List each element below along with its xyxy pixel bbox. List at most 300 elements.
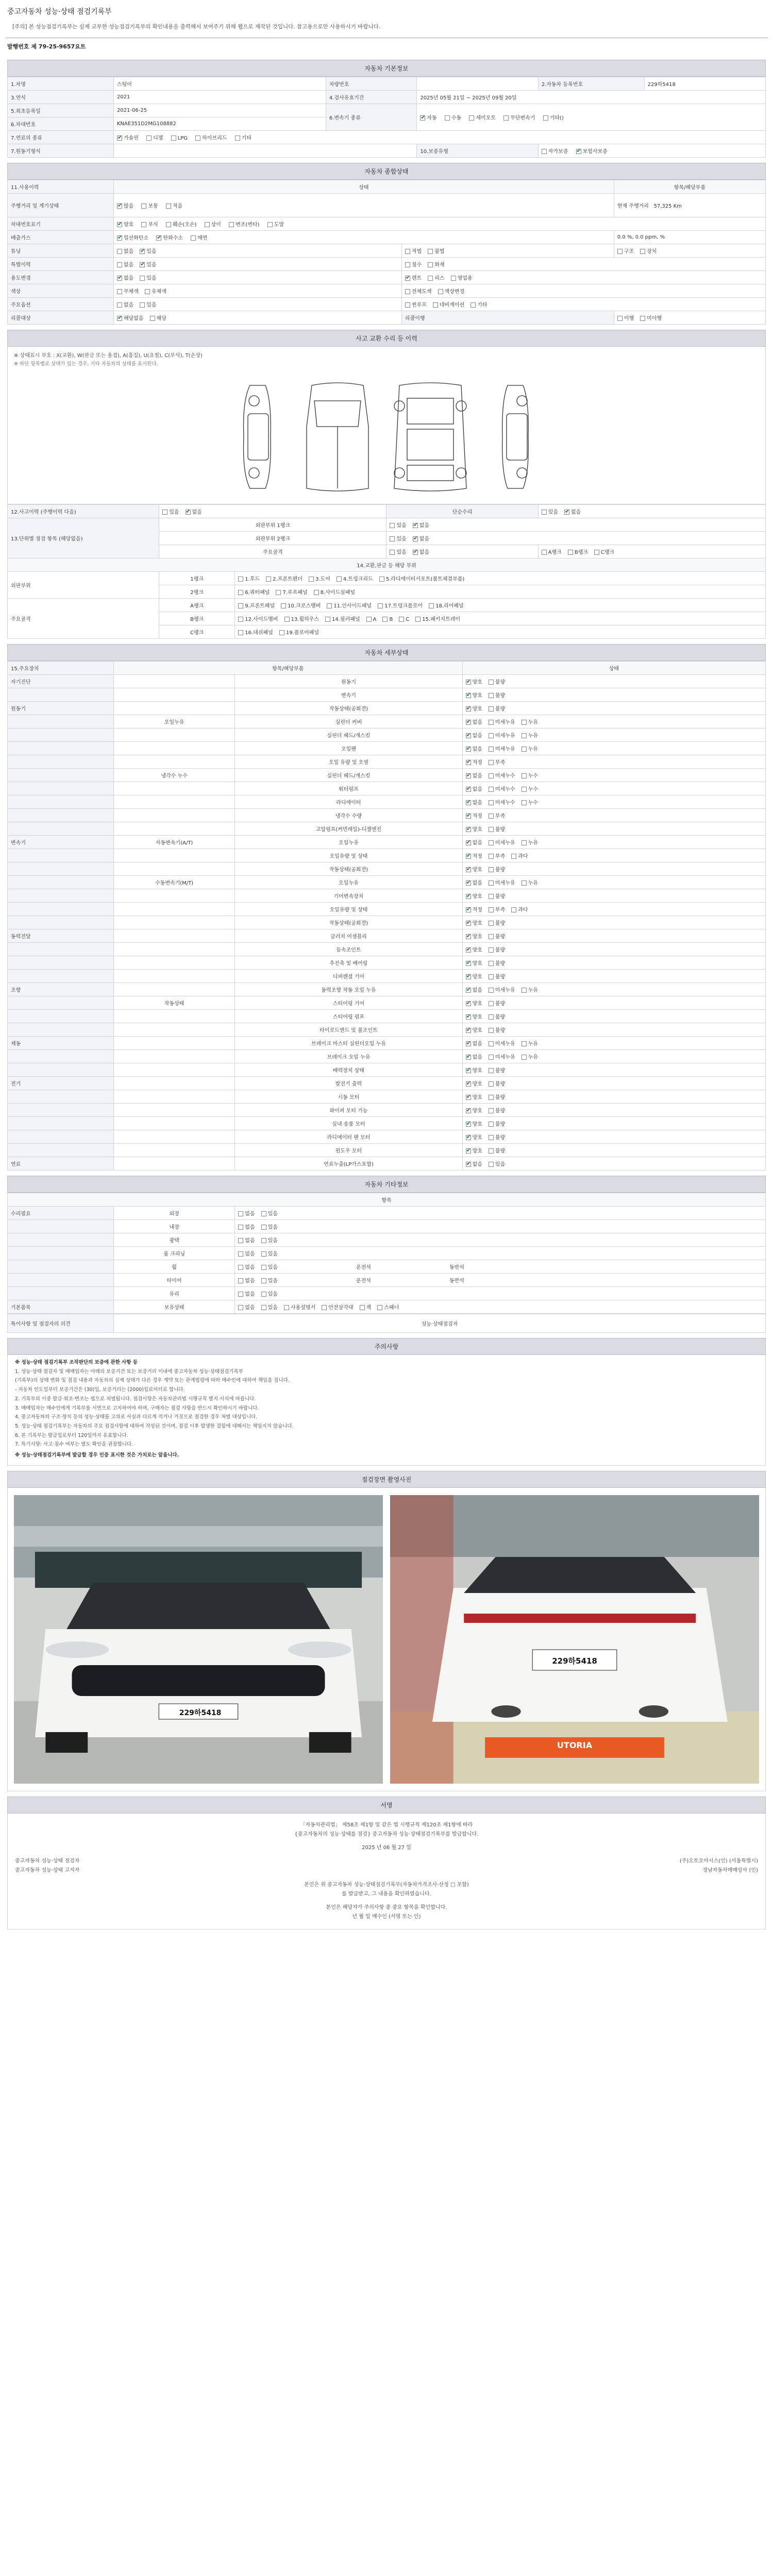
detail-option[interactable]: 불량	[489, 1106, 505, 1114]
opt-option-none[interactable]: 없음	[117, 300, 133, 308]
opt-vin-diff[interactable]: 상이	[205, 220, 221, 228]
other-row	[8, 1247, 766, 1260]
detail-option[interactable]: 미세누유	[489, 878, 515, 886]
detail-item: 오일유량 및 상태	[235, 903, 462, 916]
other-head: 항목	[8, 1193, 766, 1207]
detail-option[interactable]: 누유	[522, 1039, 538, 1047]
detail-row	[8, 929, 766, 943]
opt-smoke[interactable]: 매연	[191, 233, 207, 241]
detail-sub: 작동상태	[113, 996, 234, 1010]
rear-photo	[390, 1495, 759, 1784]
other-option[interactable]: 있음	[261, 1223, 278, 1230]
detail-option[interactable]: 미세누유	[489, 838, 515, 846]
opt-acc-yes[interactable]: 있음	[162, 507, 179, 515]
detail-option[interactable]: ✔ 없음	[466, 1053, 482, 1060]
detail-group: 동력전달	[8, 929, 114, 943]
other-option[interactable]: 없음	[238, 1249, 255, 1257]
acc-history-opts	[159, 505, 386, 518]
detail-options	[462, 728, 765, 742]
detail-head-2: 상태	[462, 662, 765, 675]
opt-fuel-other[interactable]: 기타	[235, 133, 251, 141]
gen-usage-opts	[113, 271, 401, 284]
other-option[interactable]: 있음	[261, 1209, 278, 1217]
other-option[interactable]: 없음	[238, 1303, 255, 1311]
detail-options	[462, 795, 765, 809]
detail-options	[462, 862, 765, 876]
detail-options	[462, 943, 765, 956]
detail-row	[8, 1050, 766, 1063]
opt-fire[interactable]: 화재	[428, 260, 444, 268]
detail-option[interactable]: 미세누유	[489, 986, 515, 993]
opt-navi[interactable]: 네비게이션	[433, 300, 464, 308]
opt-many[interactable]: ✔ 많음	[117, 201, 133, 209]
transmission-options	[417, 104, 766, 131]
opt-insurer-warranty[interactable]: ✔ 보험사보증	[576, 147, 608, 155]
detail-group	[8, 1144, 114, 1157]
detail-option[interactable]: ✔ 양호	[466, 704, 482, 712]
caution-line: (기록부)의 상태 변화 및 점검 내용과 자동차의 실제 상태가 다른 경우 계약 또는 관계법령에 따라 매수인에 대하여 책임을 집니다.	[15, 1378, 290, 1384]
opt-r1-no[interactable]: ✔ 없음	[413, 521, 429, 529]
opt-few[interactable]: 적음	[166, 201, 182, 209]
detail-group	[8, 795, 114, 809]
detail-item: 실린더 헤드/개스킷	[235, 769, 462, 782]
detail-option[interactable]: ✔ 양호	[466, 1133, 482, 1141]
gen-emission-label: 배출가스	[8, 231, 114, 244]
detail-option[interactable]: ✔ 적정	[466, 811, 482, 819]
opt-normal[interactable]: 보통	[141, 201, 158, 209]
detail-item: 브레이크 오일 누유	[235, 1050, 462, 1063]
detail-option[interactable]: ✔ 양호	[466, 691, 482, 699]
detail-row	[8, 1104, 766, 1117]
detail-option[interactable]: 불량	[489, 704, 505, 712]
detail-option[interactable]: ✔ 없음	[466, 731, 482, 739]
detail-row	[8, 1010, 766, 1023]
detail-item: 냉각수 수량	[235, 809, 462, 822]
other-group	[8, 1220, 114, 1233]
other-group	[8, 1287, 114, 1300]
other-option[interactable]: 있음	[261, 1276, 278, 1284]
detail-option[interactable]: 부족	[489, 905, 505, 913]
gen-recall-opts3	[614, 311, 765, 325]
detail-option[interactable]: ✔ 양호	[466, 1120, 482, 1127]
detail-option[interactable]: ✔ 양호	[466, 999, 482, 1007]
detail-group: 변속기	[8, 836, 114, 849]
detail-option[interactable]: 미세누유	[489, 744, 515, 752]
detail-option[interactable]: ✔ 양호	[466, 1106, 482, 1114]
label-year: 3.연식	[8, 91, 114, 104]
acc-part-items4: 16.대쉬패널 19.플로어패널	[235, 625, 766, 639]
opt-hybrid[interactable]: 하이브리드	[195, 133, 227, 141]
detail-item: 고압펌프(커먼레일)-디젤엔진	[235, 822, 462, 836]
opt-color-change[interactable]: 색상변경	[438, 287, 465, 295]
opt-legal[interactable]: 적법	[405, 247, 422, 255]
detail-option[interactable]: ✔ 양호	[466, 1066, 482, 1074]
other-option[interactable]: 있음	[261, 1236, 278, 1244]
detail-option[interactable]: 불량	[489, 1133, 505, 1141]
detail-option[interactable]: 누유	[522, 1053, 538, 1060]
detail-option[interactable]: 불량	[489, 677, 505, 685]
detail-option[interactable]: ✔ 없음	[466, 798, 482, 806]
detail-option[interactable]: 불량	[489, 1079, 505, 1087]
detail-sub: 오일누유	[113, 715, 234, 728]
opt-achromatic[interactable]: 무채색	[117, 287, 139, 295]
opt-illegal[interactable]: 불법	[428, 247, 444, 255]
notice-text: [주의] 본 성능점검기록부는 실제 교부한 성능점검기록부의 확인내용을 출력해서 보여주기 위해 웹으로 제작된 것입니다. 참고용으로만 사용하시기 바랍니다.	[5, 20, 768, 38]
detail-item: 작동상태(공회전)	[235, 916, 462, 929]
detail-option[interactable]: ✔ 양호	[466, 825, 482, 833]
opt-repair-yes[interactable]: 있음	[542, 507, 558, 515]
opt-option-other[interactable]: 기타	[470, 300, 487, 308]
detail-row	[8, 916, 766, 929]
caution-line: 3. 매매업자는 매수인에게 기록부를 서면으로 고지하여야 하며, 구매자는 점검 사항을 반드시 확인하시기 바랍니다.	[15, 1405, 259, 1411]
detail-options	[462, 929, 765, 943]
detail-option[interactable]: 불량	[489, 959, 505, 967]
detail-option[interactable]: 불량	[489, 865, 505, 873]
opt-repair-no[interactable]: ✔ 없음	[564, 507, 581, 515]
sign-line-1: 「자동차관리법」 제58조 제1항 및 같은 법 시행규칙 제120조 제1항에 따라	[300, 1822, 473, 1828]
detail-options	[462, 715, 765, 728]
detail-sub	[113, 1090, 234, 1104]
detail-option[interactable]: ✔ 없음	[466, 878, 482, 886]
acc-part-title: 14.교환,판금 등 해당 부위	[8, 558, 766, 572]
other-option[interactable]: 없음	[238, 1209, 255, 1217]
opt-r2-no[interactable]: ✔ 없음	[413, 534, 429, 542]
opt-recall-yes[interactable]: 해당	[150, 314, 166, 321]
opt-tuning-yes[interactable]: ✔ 있음	[140, 247, 156, 255]
opt-manual[interactable]: 수동	[445, 113, 461, 121]
detail-option[interactable]: 불량	[489, 892, 505, 900]
basic-info-table	[7, 77, 766, 158]
opt-recall-na[interactable]: ✔ 해당없음	[117, 314, 144, 321]
detail-option[interactable]: 있음	[489, 1160, 505, 1167]
opt-cvt[interactable]: 무단변속기	[503, 113, 535, 121]
opt-a-rank[interactable]: A랭크	[542, 548, 562, 555]
opt-recall-notdone[interactable]: 미이행	[640, 314, 662, 321]
detail-group	[8, 782, 114, 795]
opt-rent[interactable]: ✔ 렌트	[405, 274, 422, 281]
caution-line: 6. 본 기록부는 발급일로부터 120일까지 유효합니다.	[15, 1432, 128, 1438]
other-option[interactable]: 안전삼각대	[322, 1303, 353, 1311]
detail-option[interactable]: 미세누수	[489, 785, 515, 792]
accident-legend-2: ※ 하단 항목별로 상태가 있는 경우, 기타 자동차의 상태를 표시한다.	[14, 361, 158, 367]
detail-option[interactable]: ✔ 없음	[466, 785, 482, 792]
detail-group	[8, 849, 114, 862]
detail-option[interactable]: ✔ 양호	[466, 1079, 482, 1087]
sign-line-6: 년 월 일 매수인 (서명 또는 인)	[352, 1913, 421, 1920]
other-table	[7, 1193, 766, 1314]
detail-group	[8, 769, 114, 782]
acc-part-items1: 6.쿼터패널 7.루프패널 8.사이드실패널	[235, 585, 766, 599]
acc-part-r1: 2랭크	[159, 585, 235, 599]
other-option[interactable]: 있음	[261, 1303, 278, 1311]
detail-option[interactable]: ✔ 양호	[466, 1146, 482, 1154]
detail-option[interactable]: ✔ 양호	[466, 865, 482, 873]
detail-option[interactable]: 불량	[489, 1120, 505, 1127]
opt-full-paint[interactable]: 전체도색	[405, 287, 432, 295]
opt-c-rank[interactable]: C랭크	[594, 548, 614, 555]
detail-group	[8, 728, 114, 742]
acc-part-items2: 9.프론트패널 10.크로스멤버 11.인사이드패널 17.트렁크플로어 18.리어패널	[235, 599, 766, 612]
opinion-sub: 성능·상태점검자	[113, 1314, 765, 1333]
acc-repair-label: 단순수리	[386, 505, 538, 518]
detail-option[interactable]: 미세누유	[489, 718, 515, 725]
detail-row	[8, 1063, 766, 1077]
sign-party-1	[15, 1857, 758, 1866]
detail-group: 연료	[8, 1157, 114, 1171]
opt-option-yes[interactable]: 있음	[140, 300, 156, 308]
detail-options	[462, 822, 765, 836]
caution-title: ※ 성능·상태 점검기록부 조작판단의 보증에 관한 사항 등	[15, 1360, 138, 1365]
opt-vin-corrosion[interactable]: 부식	[141, 220, 158, 228]
detail-options	[462, 742, 765, 755]
acc-rank1: 외판부위 1랭크	[159, 518, 386, 532]
detail-row	[8, 983, 766, 996]
detail-option[interactable]: 누유	[522, 838, 538, 846]
registration-number: 발행번호 제 79-25-9657요트	[7, 43, 86, 50]
detail-option[interactable]: 불량	[489, 1093, 505, 1100]
opt-sunroof[interactable]: 썬루프	[405, 300, 427, 308]
other-option[interactable]: 있음	[261, 1249, 278, 1257]
caution-notes	[7, 1355, 766, 1466]
opt-hc[interactable]: ✔ 탄화수소	[156, 233, 183, 241]
value-plate: 229하5418	[644, 77, 765, 91]
detail-sub	[113, 916, 234, 929]
opt-flood[interactable]: 침수	[405, 260, 422, 268]
detail-group	[8, 1063, 114, 1077]
detail-sub	[113, 1144, 234, 1157]
detail-options	[462, 688, 765, 702]
detail-option[interactable]: 과다	[511, 905, 528, 913]
detail-option[interactable]: ✔ 양호	[466, 919, 482, 926]
detail-option[interactable]: 누유	[522, 718, 538, 725]
detail-option[interactable]: 미세누수	[489, 771, 515, 779]
detail-head-0: 15.주요장치	[8, 662, 114, 675]
detail-option[interactable]: 불량	[489, 919, 505, 926]
detail-option[interactable]: 미세누수	[489, 798, 515, 806]
document-title: 중고자동차 성능·상태 점검기록부	[7, 8, 112, 16]
detail-option[interactable]: 불량	[489, 1012, 505, 1020]
detail-item: 시동 모터	[235, 1090, 462, 1104]
opt-acc-no[interactable]: ✔ 없음	[186, 507, 202, 515]
detail-group	[8, 862, 114, 876]
gen-usage-label: 용도변경	[8, 271, 114, 284]
detail-group	[8, 1050, 114, 1063]
detail-option[interactable]: 불량	[489, 999, 505, 1007]
opt-commercial[interactable]: 영업용	[451, 274, 473, 281]
detail-row	[8, 943, 766, 956]
detail-group	[8, 742, 114, 755]
detail-option[interactable]: ✔ 없음	[466, 1160, 482, 1167]
opt-lease[interactable]: 리스	[428, 274, 444, 281]
other-option[interactable]: 있음	[261, 1263, 278, 1270]
opt-special-yes[interactable]: ✔ 있음	[140, 260, 156, 268]
opt-other[interactable]: 기타()	[543, 113, 564, 121]
other-option[interactable]: 없음	[238, 1276, 255, 1284]
detail-option[interactable]: 불량	[489, 932, 505, 940]
opt-co[interactable]: ✔ 일산화탄소	[117, 233, 148, 241]
acc-frame: 주요골격	[159, 545, 386, 558]
detail-item: 오일누유	[235, 836, 462, 849]
detail-option[interactable]: 누유	[522, 878, 538, 886]
other-option[interactable]: 사용설명서	[284, 1303, 315, 1311]
detail-option[interactable]: 누유	[522, 731, 538, 739]
opt-b-rank[interactable]: B랭크	[568, 548, 588, 555]
detail-option[interactable]: 누유	[522, 744, 538, 752]
gen-color-opts	[113, 284, 401, 298]
detail-option[interactable]: 미세누유	[489, 1039, 515, 1047]
detail-row	[8, 1144, 766, 1157]
other-row	[8, 1207, 766, 1220]
detail-option[interactable]: ✔ 양호	[466, 972, 482, 980]
detail-option[interactable]: ✔ 양호	[466, 932, 482, 940]
detail-option[interactable]: 불량	[489, 945, 505, 953]
other-option[interactable]: 없음	[238, 1223, 255, 1230]
detail-sub	[113, 755, 234, 769]
detail-option[interactable]: 누수	[522, 785, 538, 792]
opt-device[interactable]: 장치	[640, 247, 657, 255]
section-caution: 주의사항	[7, 1338, 766, 1355]
detail-option[interactable]: ✔ 양호	[466, 1093, 482, 1100]
detail-options	[462, 675, 765, 688]
detail-option[interactable]: ✔ 없음	[466, 744, 482, 752]
detail-group	[8, 876, 114, 889]
detail-option[interactable]: 누수	[522, 771, 538, 779]
opt-recall-done[interactable]: 이행	[617, 314, 634, 321]
detail-option[interactable]: ✔ 양호	[466, 892, 482, 900]
opt-vin-damage[interactable]: 훼손(오손)	[166, 220, 196, 228]
opt-vin-good[interactable]: ✔ 양호	[117, 220, 133, 228]
detail-item: 스티어링 기어	[235, 996, 462, 1010]
detail-option[interactable]: 누유	[522, 986, 538, 993]
other-option[interactable]: 없음	[238, 1263, 255, 1270]
detail-options	[462, 1010, 765, 1023]
detail-option[interactable]: 부족	[489, 811, 505, 819]
detail-sub	[113, 983, 234, 996]
gen-option-opts2	[401, 298, 765, 311]
detail-options	[462, 1117, 765, 1130]
detail-row	[8, 1077, 766, 1090]
other-option[interactable]: 없음	[238, 1290, 255, 1297]
detail-sub: 냉각수 누수	[113, 769, 234, 782]
detail-row	[8, 849, 766, 862]
detail-option[interactable]: 불량	[489, 825, 505, 833]
detail-option[interactable]: ✔ 양호	[466, 945, 482, 953]
detail-group	[8, 822, 114, 836]
detail-sub	[113, 889, 234, 903]
opt-vin-paint[interactable]: 도말	[267, 220, 284, 228]
detail-option[interactable]: 불량	[489, 1026, 505, 1033]
detail-sub	[113, 688, 234, 702]
detail-option[interactable]: 미세누유	[489, 731, 515, 739]
detail-option[interactable]: ✔ 양호	[466, 677, 482, 685]
detail-sub	[113, 1157, 234, 1171]
detail-option[interactable]: ✔ 적정	[466, 852, 482, 859]
detail-options	[462, 1077, 765, 1090]
detail-option[interactable]: 불량	[489, 1066, 505, 1074]
detail-option[interactable]: ✔ 양호	[466, 959, 482, 967]
opt-usage-yes[interactable]: 있음	[140, 274, 156, 281]
acc-frame-ranks	[538, 545, 765, 558]
other-group: 수리필요	[8, 1207, 114, 1220]
other-option[interactable]: 없음	[238, 1236, 255, 1244]
detail-row	[8, 742, 766, 755]
opt-gasoline[interactable]: ✔ 가솔린	[117, 133, 139, 141]
detail-item: 변속기	[235, 688, 462, 702]
acc-history-label: 12.사고이력 (주행이력 다음)	[8, 505, 159, 518]
detail-option[interactable]: ✔ 없음	[466, 1039, 482, 1047]
section-other: 자동차 기타정보	[7, 1176, 766, 1193]
detail-option[interactable]: ✔ 양호	[466, 1026, 482, 1033]
detail-option[interactable]: 불량	[489, 972, 505, 980]
opt-f-yes[interactable]: 있음	[390, 548, 406, 555]
detail-option[interactable]: ✔ 없음	[466, 986, 482, 993]
detail-options	[462, 1023, 765, 1037]
detail-option[interactable]: 불량	[489, 1146, 505, 1154]
front-photo	[14, 1495, 383, 1784]
other-option[interactable]: 스패너	[377, 1303, 399, 1311]
opt-structure[interactable]: 구조	[617, 247, 634, 255]
detail-option[interactable]: 부족	[489, 852, 505, 859]
opt-vin-alter[interactable]: 변조(변타)	[229, 220, 259, 228]
detail-item: 작동상태(공회전)	[235, 862, 462, 876]
value-blank	[417, 77, 538, 91]
detail-item: 실린더 커버	[235, 715, 462, 728]
detail-sub	[113, 1050, 234, 1063]
detail-options	[462, 1157, 765, 1171]
opt-special-none[interactable]: 없음	[117, 260, 133, 268]
opt-chromatic[interactable]: 유채색	[145, 287, 166, 295]
sign-left-1: 중고자동차 성능·상태 점검자	[15, 1858, 80, 1864]
other-option[interactable]: 잭	[360, 1303, 372, 1311]
detail-option[interactable]: 과다	[511, 852, 528, 859]
detail-row	[8, 809, 766, 822]
detail-option[interactable]: 부족	[489, 758, 505, 766]
opt-auto[interactable]: ✔ 자동	[420, 113, 436, 121]
detail-option[interactable]: 불량	[489, 691, 505, 699]
gen-emission-opts	[113, 231, 614, 244]
detail-option[interactable]: ✔ 양호	[466, 1012, 482, 1020]
opt-self-warranty[interactable]: 자가보증	[542, 147, 568, 155]
opt-tuning-none[interactable]: 없음	[117, 247, 133, 255]
sign-left-2: 중고자동차 성능·상태 고지자	[15, 1867, 80, 1873]
other-item: 타이어	[113, 1274, 234, 1287]
detail-option[interactable]: ✔ 없음	[466, 838, 482, 846]
detail-group	[8, 1104, 114, 1117]
car-outline-icon	[8, 370, 765, 504]
detail-option[interactable]: ✔ 없음	[466, 771, 482, 779]
opt-f-no[interactable]: ✔ 없음	[413, 548, 429, 555]
detail-sub	[113, 1010, 234, 1023]
detail-sub	[113, 1063, 234, 1077]
opt-diesel[interactable]: 디젤	[146, 133, 163, 141]
caution-line: 2. 기록부의 이중 발급·위조·변조는 법으로 처벌됩니다. 점검사항은 자동차관리법 시행규칙 별지 서식에 따릅니다.	[15, 1396, 256, 1402]
opt-lpg[interactable]: LPG	[171, 135, 188, 141]
opt-usage-none[interactable]: ✔ 없음	[117, 274, 133, 281]
other-option[interactable]: 있음	[261, 1290, 278, 1297]
detail-option[interactable]: ✔ 없음	[466, 718, 482, 725]
other-item: 내장	[113, 1220, 234, 1233]
opt-r2-yes[interactable]: 있음	[390, 534, 406, 542]
detail-option[interactable]: ✔ 적정	[466, 905, 482, 913]
detail-options	[462, 809, 765, 822]
detail-option[interactable]: 누수	[522, 798, 538, 806]
detail-option[interactable]: ✔ 적정	[466, 758, 482, 766]
opt-r1-yes[interactable]: 있음	[390, 521, 406, 529]
detail-option[interactable]: 미세누유	[489, 1053, 515, 1060]
detail-sub	[113, 822, 234, 836]
opt-semi[interactable]: 세미오토	[469, 113, 496, 121]
detail-sub	[113, 970, 234, 983]
